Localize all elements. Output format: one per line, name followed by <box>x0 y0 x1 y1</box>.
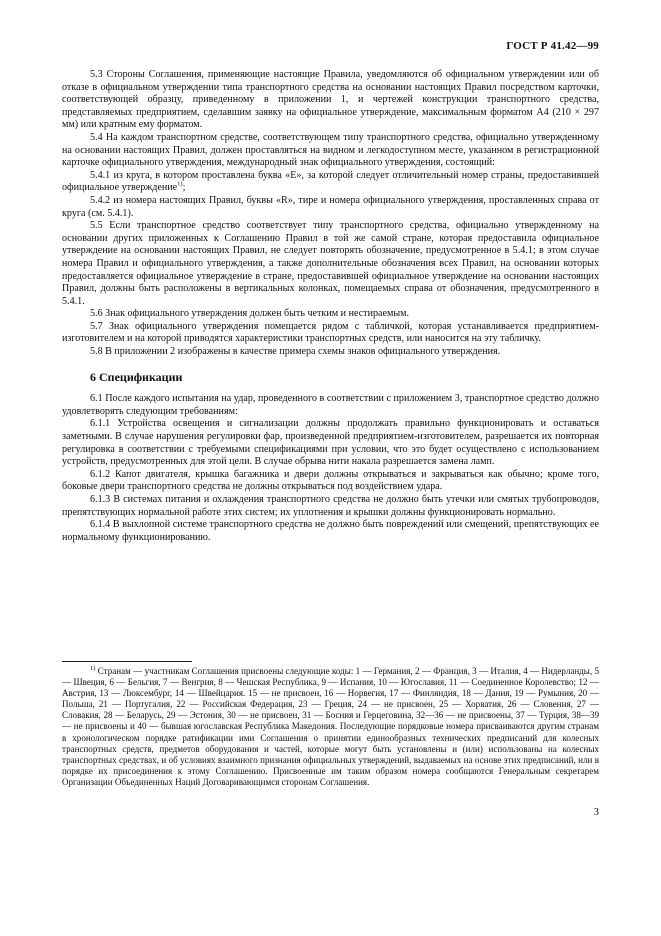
paragraph-5-5: 5.5 Если транспортное средство соответствует типу транспортного средства, официально утвержденному на основании других приложенных к Соглашению Правил в той же самой стране, которая предоставила официальное утверждение на основании настоящих Правил, не следует повторять обозначение, предусмотренное в 5.4.1; в этом случае номера Правил и официального утверждения, а также дополнительные обозначения всех Правил, на основании которых предоставляется официальное утверждение в стране, предоставившей официальное утверждение на основании настоящих Правил, должны быть расположены в вертикальных колонках, помещаемых справа от обозначения, предусмотренного в 5.4.1. <box>62 220 599 307</box>
paragraph-5-4-2: 5.4.2 из номера настоящих Правил, буквы «R», тире и номера официального утверждения, проставленных справа от круга (см. 5.4.1). <box>62 194 599 219</box>
paragraph-5-4: 5.4 На каждом транспортном средстве, соответствующем типу транспортного средства, официально утвержденному на основании настоящих Правил, должен проставляться на видном и легкодоступном месте, указанном в регистрационной карточке официального утверждения, международный знак официального утверждения, состоящий: <box>62 131 599 169</box>
footnote-reference[interactable]: 1) <box>177 180 183 188</box>
paragraph-5-4-1 <box>62 170 599 195</box>
paragraph-6-1-4: 6.1.4 В выхлопной системе транспортного средства не должно быть повреждений или смещений, препятствующих ее нормальному функционированию. <box>62 519 599 543</box>
paragraph-6-1: 6.1 После каждого испытания на удар, проведенного в соответствии с приложением 3, транспортное средство должно удовлетворять следующим требованиям: <box>62 393 599 417</box>
document-body <box>62 69 599 544</box>
footnote-marker: 1) <box>90 664 96 672</box>
paragraph-5-8: 5.8 В приложении 2 изображены в качестве примера схемы знаков официального утверждения. <box>90 346 501 358</box>
paragraph-5-3: 5.3 Стороны Соглашения, применяющие настоящие Правила, уведомляются об официальном утверждении или об отказе в официальном утверждении типа транспортного средства на основании настоящих Правил посредством карточки, соответствующей образцу, приведенному в приложении 1, и чертежей конструкции транспортного средства, представляемых предприятием, сделавшим заявку на официальное утверждение, максимальным форматом А4 (210 × 297 мм) или кратным ему форматом. <box>62 69 599 131</box>
footnote <box>62 666 599 788</box>
paragraph-5-4-1-tail: ; <box>182 182 186 194</box>
page-number: 3 <box>593 807 599 818</box>
paragraph-5-4-1-text: 5.4.1 из круга, в котором проставлена буква «E», за которой следует отличительный номер страны, предоставившей официальное утверждение <box>62 169 599 194</box>
page-header: ГОСТ Р 41.42—99 <box>506 40 599 52</box>
section-heading: 6 Спецификации <box>90 369 183 384</box>
footnote-text-block <box>62 666 599 788</box>
footnote-divider <box>62 661 192 662</box>
paragraph-6-1-3: 6.1.3 В системах питания и охлаждения транспортного средства не должно быть утечки или смятых трубопроводов, препятствующих нормальной работе этих систем; их уплотнения и крышки должны функционировать нормально. <box>62 494 599 518</box>
paragraph-5-6: 5.6 Знак официального утверждения должен быть четким и нестираемым. <box>90 308 410 320</box>
paragraph-5-7: 5.7 Знак официального утверждения помещается рядом с табличкой, которая устанавливается предприятием-изготовителем и на которой приводятся характеристики транспортных средств, или наносится на эту табличку. <box>62 320 599 345</box>
paragraph-6-1-2: 6.1.2 Капот двигателя, крышка багажника и двери должны открываться и закрываться как обычно; кроме того, боковые двери транспортного средства не должны открываться под воздействием удара. <box>62 468 599 493</box>
footnote-text: Странам — участникам Соглашения присвоены следующие коды: 1 — Германия, 2 — Франция, 3 — Италия, 4 — Нидерланды, 5 — Швеция, 6 — Бельгия, 7 — Венгрия, 8 — Чешская Республика, 9 — Испания, 10 — Югославия, 11 — Соединенное Королевство; 12 — Австрия, 13 — Люксембург, 14 — Швейцария. 15 — не присвоен, 16 — Норвегия, 17 — Финляндия, 18 — Дания, 19 — Румыния, 20 — Польша, 21 — Португалия, 22 — Российская Федерация, 23 — Греция, 24 — не присвоен, 25 — Хорватия, 26 — Словения, 27 — Словакия, 28 — Беларусь, 29 — Эстония, 30 — не присвоен, 31 — Босния и Герцеговина, 32—36 — не присвоены, 37 — Турция, 38—39 — не присвоены и 40 — бывшая югославская Республика Македония. Последующие порядковые номера присваиваются другим странам в хронологическом порядке ратификации ими Соглашения о принятии единообразных технических предписаний для колесных транспортных средств, предметов оборудования и частей, которые могут быть установлены и (или) использованы на колесных транспортных средствах, и об условиях взаимного признания официальных утверждений, выдаваемых на основе этих предписаний, или в порядке их присоединения к этому Соглашению. Присвоенные им таким образом номера сообщаются Генеральным секретарем Организации Объединенных Наций Договаривающимся сторонам Соглашения. <box>62 666 600 787</box>
paragraph-6-1-1: 6.1.1 Устройства освещения и сигнализации должны продолжать правильно функционировать и оставаться заметными. В случае нарушения регулировки фар, произведенной предприятием-изготовителем, разрешается их повторная регулировка в соответствии с требуемыми спецификациями при условии, что это будет осуществлено с использованием устройств, предусмотренных для этой цели. В случае обрыва нити накала разрешается замена ламп. <box>62 418 599 468</box>
